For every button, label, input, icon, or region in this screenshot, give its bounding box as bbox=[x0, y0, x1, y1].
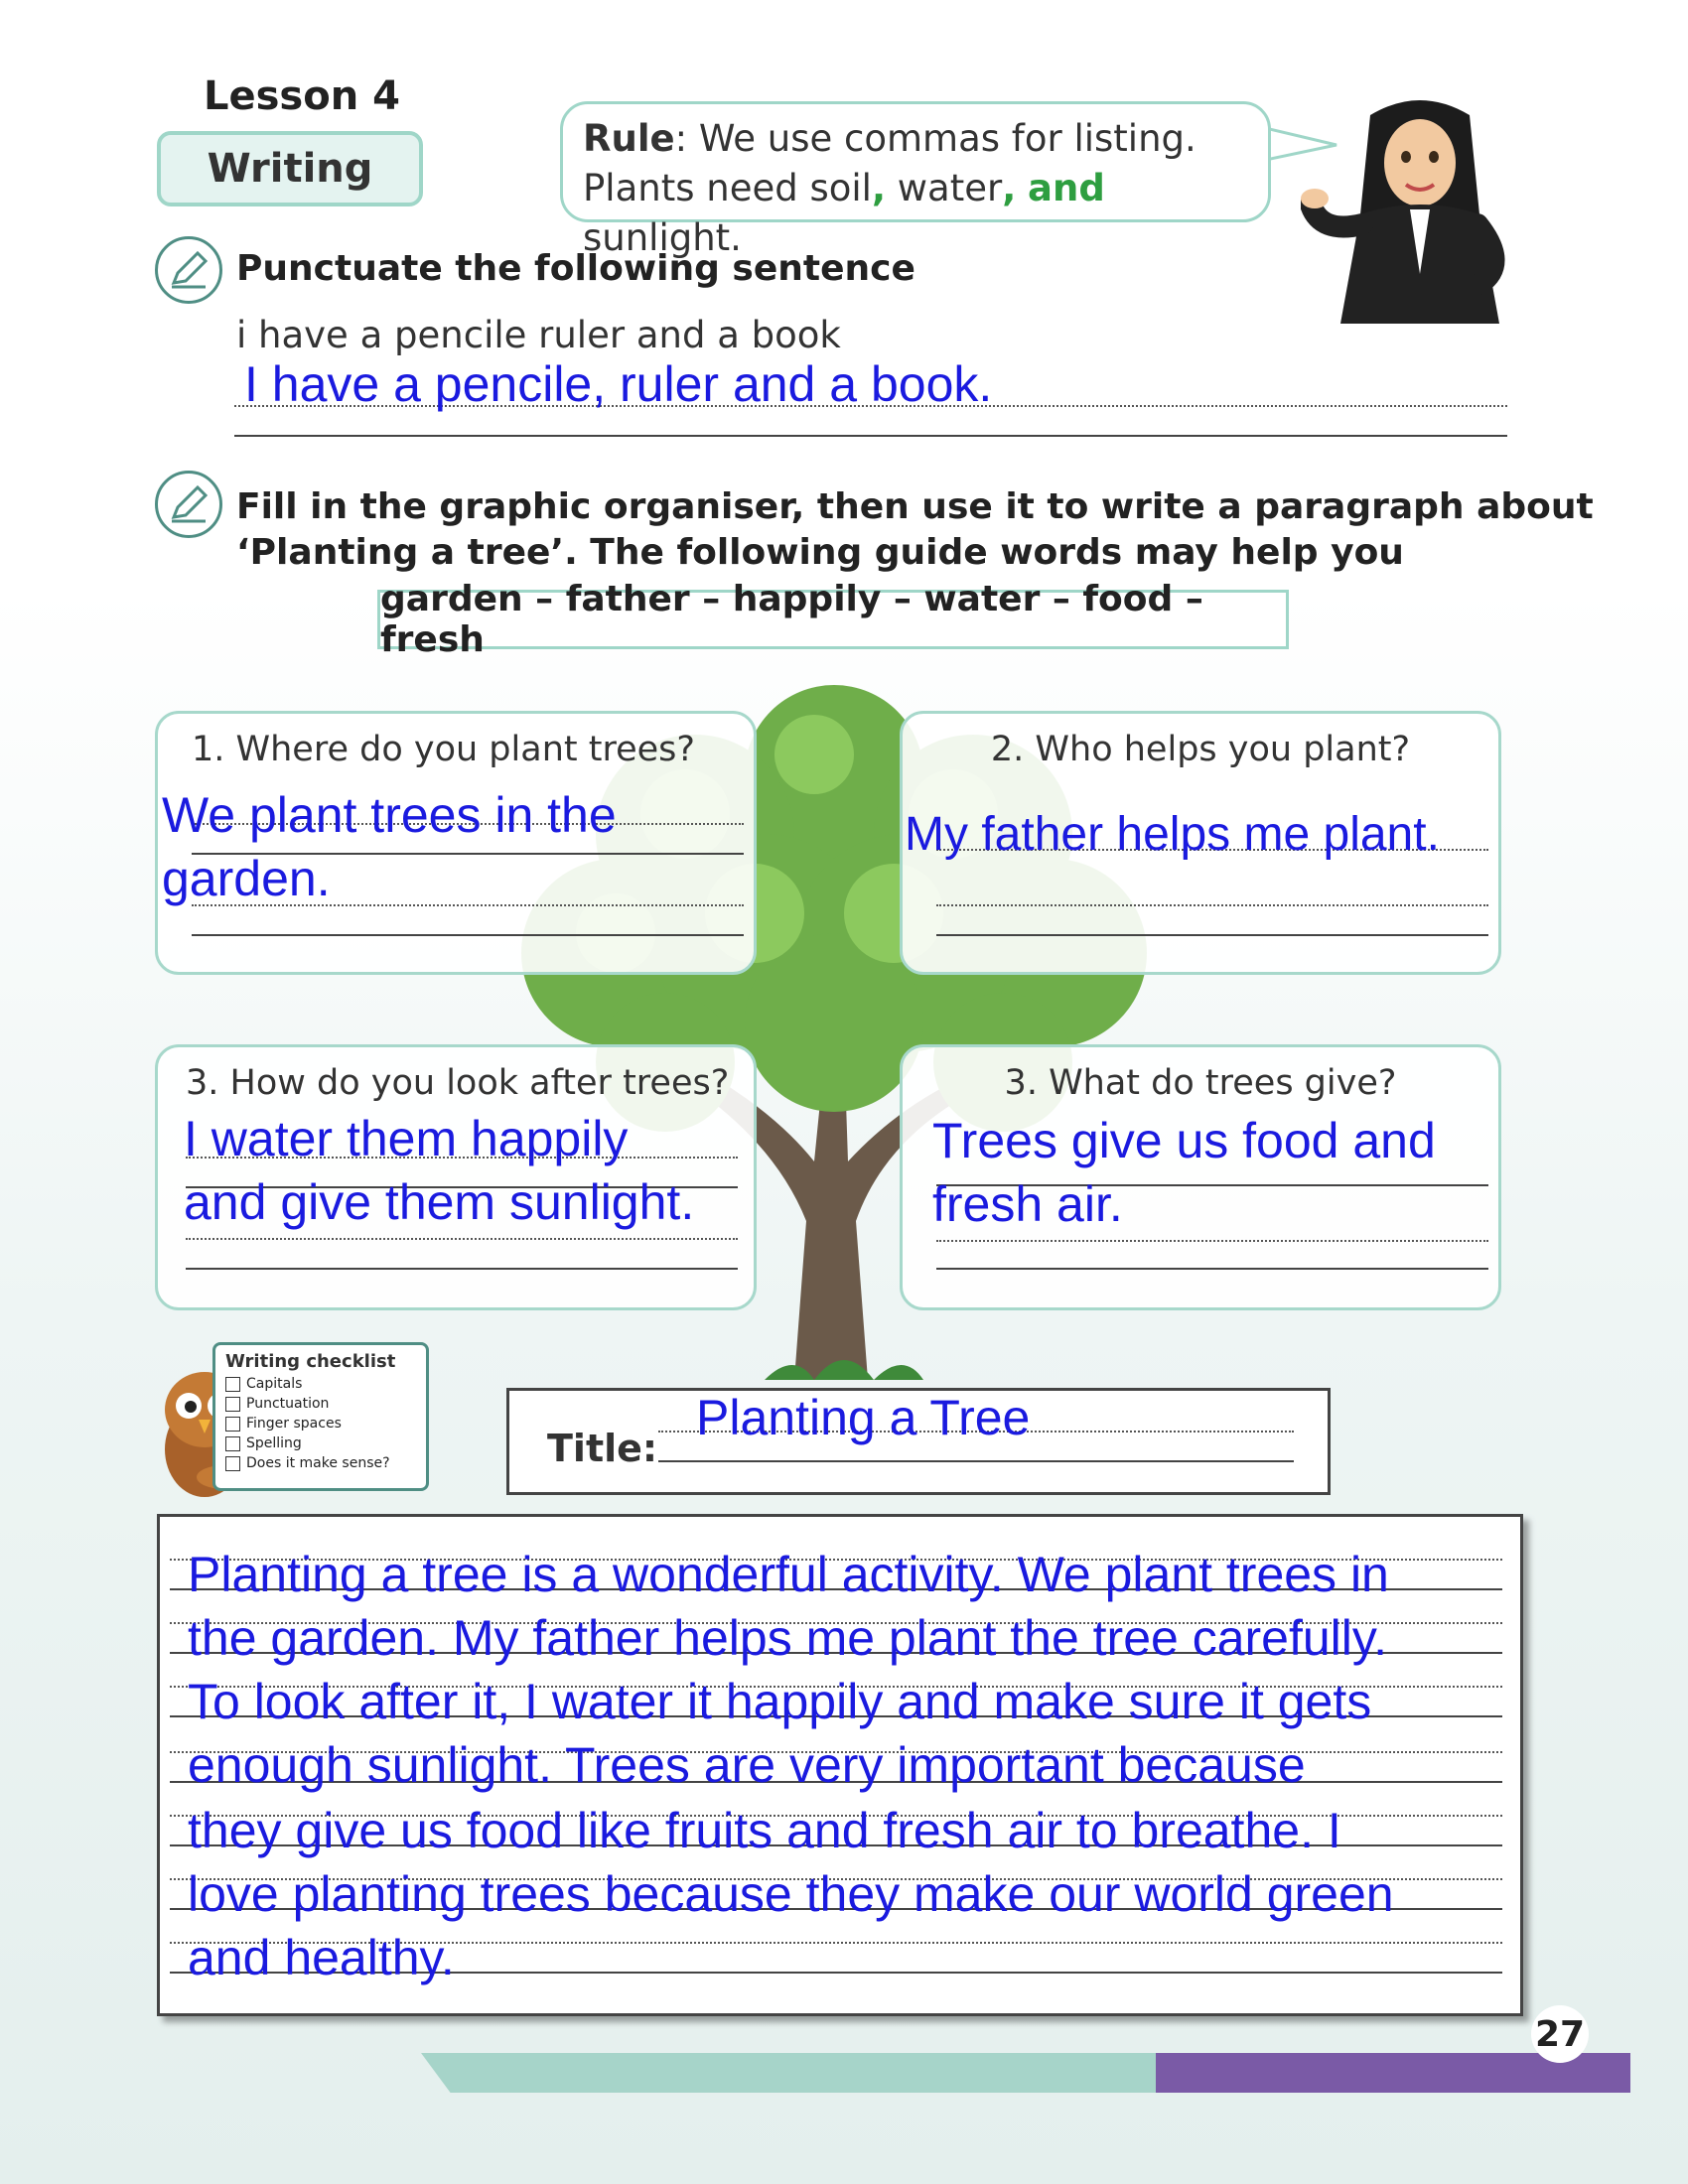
checklist-item-label: Finger spaces bbox=[246, 1416, 342, 1432]
task2-instruction-line-2: ‘Planting a tree’. The following guide words may help you bbox=[236, 532, 1404, 573]
organiser-card-how bbox=[155, 1044, 757, 1310]
checkbox-icon[interactable] bbox=[225, 1436, 240, 1451]
rule-line bbox=[583, 114, 1248, 164]
section-tab-writing: Writing bbox=[157, 131, 423, 206]
answer-give-line-2: fresh air. bbox=[932, 1176, 1123, 1232]
teacher-character-illustration bbox=[1301, 95, 1539, 334]
writing-checklist bbox=[212, 1342, 429, 1491]
checkbox-icon[interactable] bbox=[225, 1417, 240, 1432]
answer-line-solid bbox=[936, 934, 1488, 936]
example-part-2: water bbox=[886, 167, 1003, 209]
organiser-card-where bbox=[155, 711, 757, 975]
answer-how-line-2: and give them sunlight. bbox=[184, 1174, 695, 1230]
rule-bubble bbox=[560, 101, 1271, 259]
pencil-icon bbox=[155, 471, 222, 538]
answer-who: My father helps me plant. bbox=[905, 808, 1440, 861]
paragraph-line-2: the garden. My father helps me plant the tree carefully. bbox=[188, 1610, 1388, 1666]
footer-teal-bar bbox=[421, 2053, 1156, 2093]
answer-line-dotted bbox=[936, 1240, 1488, 1242]
guide-words-box: garden – father – happily – water – food – fresh bbox=[377, 590, 1289, 649]
answer-line-dotted bbox=[186, 1238, 738, 1240]
question-how: 3. How do you look after trees? bbox=[186, 1063, 730, 1103]
paragraph-line-1: Planting a tree is a wonderful activity. We plant trees in bbox=[188, 1547, 1389, 1602]
task2-instruction bbox=[236, 484, 1594, 576]
paragraph-line-5: they give us food like fruits and fresh air to breathe. I bbox=[188, 1803, 1341, 1858]
lesson-number: Lesson 4 bbox=[204, 73, 400, 119]
paragraph-line-7: and healthy. bbox=[188, 1930, 455, 1985]
task2-instruction-line-1: Fill in the graphic organiser, then use it to write a paragraph about bbox=[236, 486, 1594, 527]
checklist-item[interactable] bbox=[225, 1416, 416, 1432]
checkbox-icon[interactable] bbox=[225, 1377, 240, 1392]
answer-give bbox=[932, 1109, 1436, 1236]
answer-how-line-1: I water them happily bbox=[184, 1111, 629, 1166]
example-and: and bbox=[1028, 167, 1105, 209]
pencil-icon bbox=[155, 236, 222, 304]
example-part-1: Plants need soil bbox=[583, 167, 872, 209]
organiser-card-give bbox=[900, 1044, 1501, 1310]
example-comma-1: , bbox=[871, 167, 887, 209]
rule-text: : We use commas for listing. bbox=[674, 117, 1196, 160]
task1-instruction: Punctuate the following sentence bbox=[236, 248, 915, 289]
answer-line-solid bbox=[234, 435, 1507, 437]
page-number: 27 bbox=[1531, 2005, 1589, 2063]
checklist-item-label: Punctuation bbox=[246, 1396, 330, 1412]
answer-line-solid bbox=[186, 1268, 738, 1270]
question-where: 1. Where do you plant trees? bbox=[192, 730, 695, 769]
answer-where bbox=[162, 783, 617, 910]
paragraph-box[interactable] bbox=[157, 1514, 1523, 2016]
answer-line-dotted bbox=[936, 904, 1488, 906]
organiser-card-who bbox=[900, 711, 1501, 975]
checkbox-icon[interactable] bbox=[225, 1397, 240, 1412]
question-who: 2. Who helps you plant? bbox=[990, 730, 1411, 769]
checklist-item-label: Capitals bbox=[246, 1376, 303, 1392]
paragraph-line-6: love planting trees because they make our world green bbox=[188, 1866, 1394, 1922]
checklist-item-label: Spelling bbox=[246, 1435, 302, 1451]
example-part-3: sunlight. bbox=[583, 216, 742, 259]
checkbox-icon[interactable] bbox=[225, 1456, 240, 1471]
title-line-solid bbox=[658, 1460, 1294, 1462]
paragraph-line-3: To look after it, I water it happily and make sure it gets bbox=[188, 1674, 1372, 1729]
answer-line-solid bbox=[192, 934, 744, 936]
checklist-item[interactable] bbox=[225, 1455, 416, 1471]
checklist-title: Writing checklist bbox=[225, 1351, 396, 1372]
answer-where-line-2: garden. bbox=[162, 851, 331, 906]
paragraph-line-4: enough sunlight. Trees are very important because bbox=[188, 1737, 1306, 1793]
example-comma-2: , bbox=[1002, 167, 1017, 209]
answer-how bbox=[184, 1107, 694, 1234]
checklist-item[interactable] bbox=[225, 1396, 416, 1412]
task1-sentence: i have a pencile ruler and a book bbox=[236, 314, 841, 356]
title-value[interactable]: Planting a Tree bbox=[696, 1390, 1031, 1445]
checklist-item-label: Does it make sense? bbox=[246, 1455, 390, 1471]
title-box bbox=[506, 1388, 1331, 1495]
title-label: Title: bbox=[547, 1427, 658, 1470]
answer-line-solid bbox=[936, 1268, 1488, 1270]
rule-label: Rule bbox=[583, 117, 675, 160]
answer-give-line-1: Trees give us food and bbox=[932, 1113, 1436, 1168]
task1-answer: I have a pencile, ruler and a book. bbox=[244, 356, 993, 412]
question-give: 3. What do trees give? bbox=[1004, 1063, 1397, 1103]
checklist-item[interactable] bbox=[225, 1435, 416, 1451]
answer-where-line-1: We plant trees in the bbox=[162, 787, 617, 843]
checklist-item[interactable] bbox=[225, 1376, 416, 1392]
